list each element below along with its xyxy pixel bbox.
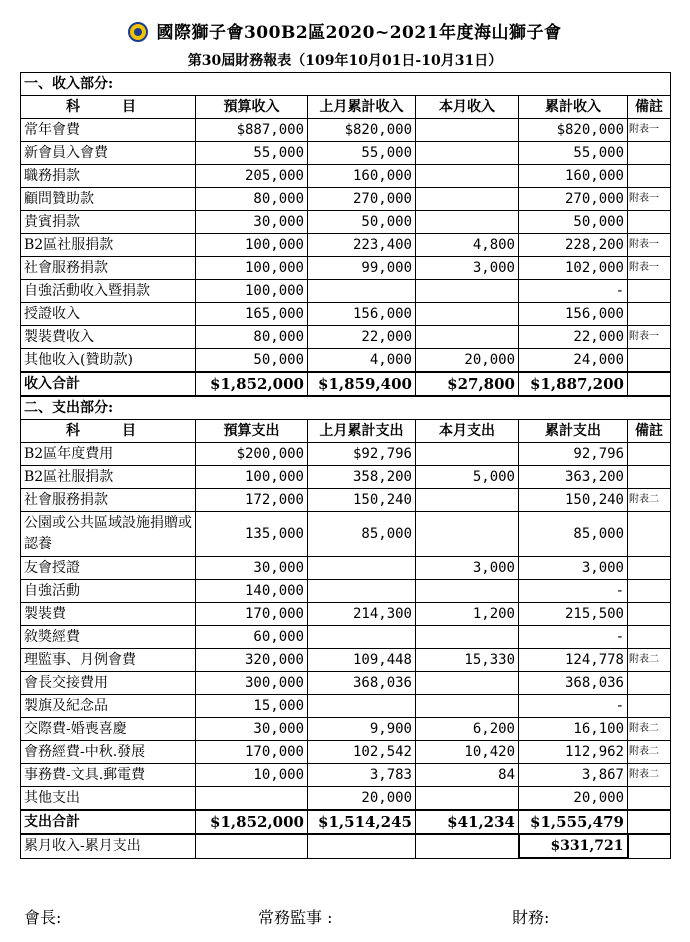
row-item: 會務經費-中秋.發展 [21,741,196,764]
row-note [628,349,671,373]
column-header: 累計支出 [519,420,628,443]
expense-row [21,557,671,580]
expense-row [21,489,671,512]
row-current-month: 84 [416,764,519,787]
row-cumulative: - [519,280,628,303]
row-note: 附表一 [628,119,671,142]
column-header: 上月累計支出 [308,420,416,443]
row-note: 附表一 [628,257,671,280]
row-note: 附表二 [628,741,671,764]
row-item: 自強活動 [21,580,196,603]
column-header: 科 目 [21,96,196,119]
row-prev-cumulative [308,280,416,303]
income-row [21,188,671,211]
row-budget: 320,000 [196,649,308,672]
section-label: 二、支出部分: [21,396,671,420]
row-note: 附表二 [628,649,671,672]
balance-empty-cell [628,834,671,858]
expense-total-row [21,810,671,834]
row-prev-cumulative: 109,448 [308,649,416,672]
row-cumulative: 3,000 [519,557,628,580]
signature-finance: 財務: [512,908,550,927]
row-item: 製旗及紀念品 [21,695,196,718]
row-item: 事務費-文具.郵電費 [21,764,196,787]
row-prev-cumulative: 102,542 [308,741,416,764]
expense-row [21,718,671,741]
row-cumulative: 50,000 [519,211,628,234]
row-current-month [416,188,519,211]
row-budget [196,787,308,811]
signature-supervisor: 常務監事 : [258,908,333,927]
balance-empty-cell [416,834,519,858]
row-item: 收入合計 [21,372,196,396]
row-prev-cumulative: 160,000 [308,165,416,188]
row-current-month [416,672,519,695]
balance-row [21,834,671,858]
row-current-month [416,165,519,188]
row-budget: 300,000 [196,672,308,695]
row-current-month: 6,200 [416,718,519,741]
row-budget: 172,000 [196,489,308,512]
column-header: 本月收入 [416,96,519,119]
row-item: 支出合計 [21,810,196,834]
expense-row [21,512,671,557]
balance-empty-cell [196,834,308,858]
row-cumulative: $1,555,479 [519,810,628,834]
row-item: 貴賓捐款 [21,211,196,234]
lions-logo-icon [128,22,148,42]
row-cumulative: 20,000 [519,787,628,811]
row-prev-cumulative: 150,240 [308,489,416,512]
row-cumulative: 55,000 [519,142,628,165]
expense-row [21,580,671,603]
row-note [628,466,671,489]
row-budget: 205,000 [196,165,308,188]
report-subtitle: 第30屆財務報表（109年10月01日-10月31日） [187,53,503,69]
row-note [628,672,671,695]
row-prev-cumulative: $1,514,245 [308,810,416,834]
column-header: 備註 [628,96,671,119]
row-note [628,165,671,188]
row-budget: 170,000 [196,741,308,764]
income-row [21,211,671,234]
signature-president: 會長: [24,908,62,927]
column-header: 上月累計收入 [308,96,416,119]
row-current-month [416,489,519,512]
row-current-month [416,580,519,603]
row-budget: 80,000 [196,326,308,349]
row-current-month: 4,800 [416,234,519,257]
row-note [628,580,671,603]
row-cumulative: 160,000 [519,165,628,188]
row-cumulative: - [519,580,628,603]
column-header: 本月支出 [416,420,519,443]
report-title [0,18,690,43]
row-prev-cumulative: 156,000 [308,303,416,326]
row-note: 附表一 [628,234,671,257]
column-header-row [21,96,671,119]
income-row [21,280,671,303]
row-prev-cumulative: 99,000 [308,257,416,280]
row-item: 社會服務捐款 [21,257,196,280]
row-note [628,142,671,165]
row-item: 新會員入會費 [21,142,196,165]
row-item: 常年會費 [21,119,196,142]
row-current-month: 15,330 [416,649,519,672]
row-budget: $200,000 [196,443,308,466]
row-note: 附表二 [628,489,671,512]
row-note [628,787,671,811]
row-current-month: 3,000 [416,557,519,580]
row-note [628,512,671,557]
row-budget: 100,000 [196,234,308,257]
income-row [21,303,671,326]
row-budget: 135,000 [196,512,308,557]
section-row [21,396,671,420]
row-prev-cumulative [308,695,416,718]
row-item: 理監事、月例會費 [21,649,196,672]
row-cumulative: 3,867 [519,764,628,787]
row-prev-cumulative: 22,000 [308,326,416,349]
row-current-month: 5,000 [416,466,519,489]
row-budget: 80,000 [196,188,308,211]
column-header: 備註 [628,420,671,443]
row-cumulative: 228,200 [519,234,628,257]
expense-row [21,649,671,672]
column-header: 累計收入 [519,96,628,119]
row-cumulative: 92,796 [519,443,628,466]
row-item: 友會授證 [21,557,196,580]
row-prev-cumulative: $92,796 [308,443,416,466]
row-prev-cumulative: 4,000 [308,349,416,373]
row-note: 附表一 [628,188,671,211]
row-current-month [416,695,519,718]
income-total-row [21,372,671,396]
row-current-month [416,142,519,165]
row-prev-cumulative: 3,783 [308,764,416,787]
row-current-month [416,626,519,649]
expense-row [21,626,671,649]
row-note: 附表二 [628,718,671,741]
column-header: 科 目 [21,420,196,443]
row-budget: 15,000 [196,695,308,718]
row-cumulative: 85,000 [519,512,628,557]
row-current-month [416,512,519,557]
balance-value: $331,721 [519,834,628,858]
row-prev-cumulative: 358,200 [308,466,416,489]
column-header-row [21,420,671,443]
row-budget: 140,000 [196,580,308,603]
row-item: 會長交接費用 [21,672,196,695]
row-budget: 30,000 [196,718,308,741]
expense-row [21,764,671,787]
row-current-month: 3,000 [416,257,519,280]
row-budget: 170,000 [196,603,308,626]
row-item: 授證收入 [21,303,196,326]
row-item: 其他收入(贊助款) [21,349,196,373]
row-cumulative: - [519,695,628,718]
income-row [21,326,671,349]
income-row [21,257,671,280]
row-prev-cumulative: $820,000 [308,119,416,142]
row-budget: 100,000 [196,280,308,303]
income-row [21,142,671,165]
row-prev-cumulative: 368,036 [308,672,416,695]
row-item: 其他支出 [21,787,196,811]
row-budget: 10,000 [196,764,308,787]
expense-row [21,603,671,626]
row-cumulative: 22,000 [519,326,628,349]
row-note [628,695,671,718]
row-cumulative: 16,100 [519,718,628,741]
row-item: 敘獎經費 [21,626,196,649]
row-budget: 30,000 [196,557,308,580]
row-note: 附表二 [628,764,671,787]
row-current-month: 10,420 [416,741,519,764]
row-cumulative: 215,500 [519,603,628,626]
row-item: B2區社服捐款 [21,234,196,257]
row-cumulative: 156,000 [519,303,628,326]
income-row [21,119,671,142]
row-prev-cumulative: 85,000 [308,512,416,557]
row-note [628,603,671,626]
row-item: 製裝費收入 [21,326,196,349]
expense-row [21,695,671,718]
row-prev-cumulative [308,580,416,603]
row-budget: 55,000 [196,142,308,165]
row-prev-cumulative: 20,000 [308,787,416,811]
row-cumulative: 24,000 [519,349,628,373]
row-prev-cumulative: 50,000 [308,211,416,234]
row-item: B2區年度費用 [21,443,196,466]
row-cumulative: 363,200 [519,466,628,489]
row-prev-cumulative: 270,000 [308,188,416,211]
row-item: 公園或公共區域設施捐贈或認養 [21,512,196,557]
row-budget: 100,000 [196,466,308,489]
row-cumulative: 368,036 [519,672,628,695]
row-item: 顧問贊助款 [21,188,196,211]
row-budget: 50,000 [196,349,308,373]
section-label: 一、收入部分: [21,73,671,96]
row-cumulative: 124,778 [519,649,628,672]
row-cumulative: - [519,626,628,649]
row-budget: 100,000 [196,257,308,280]
row-current-month [416,211,519,234]
row-cumulative: 270,000 [519,188,628,211]
row-prev-cumulative [308,557,416,580]
row-cumulative: 112,962 [519,741,628,764]
row-item: 職務捐款 [21,165,196,188]
row-budget: $887,000 [196,119,308,142]
row-cumulative: 150,240 [519,489,628,512]
column-header: 預算支出 [196,420,308,443]
row-prev-cumulative: $1,859,400 [308,372,416,396]
row-current-month: 20,000 [416,349,519,373]
income-row [21,234,671,257]
row-note [628,557,671,580]
row-budget: $1,852,000 [196,372,308,396]
row-current-month [416,280,519,303]
row-note [628,810,671,834]
row-current-month: $27,800 [416,372,519,396]
expense-row [21,787,671,811]
expense-row [21,443,671,466]
section-row [21,73,671,96]
row-note [628,443,671,466]
row-current-month [416,787,519,811]
row-cumulative: $1,887,200 [519,372,628,396]
row-note: 附表一 [628,326,671,349]
column-header: 預算收入 [196,96,308,119]
row-prev-cumulative [308,626,416,649]
row-cumulative: $820,000 [519,119,628,142]
row-note [628,372,671,396]
row-current-month [416,119,519,142]
row-budget: 165,000 [196,303,308,326]
expense-row [21,466,671,489]
expense-row [21,741,671,764]
row-budget: $1,852,000 [196,810,308,834]
expense-row [21,672,671,695]
financial-table [20,72,671,859]
row-current-month [416,443,519,466]
balance-label: 累月收入-累月支出 [21,834,196,858]
row-note [628,280,671,303]
report-title-text: 國際獅子會300B2區2020~2021年度海山獅子會 [156,23,562,43]
row-current-month: $41,234 [416,810,519,834]
row-note [628,626,671,649]
row-item: B2區社服捐款 [21,466,196,489]
income-row [21,165,671,188]
row-note [628,211,671,234]
row-prev-cumulative: 9,900 [308,718,416,741]
row-cumulative: 102,000 [519,257,628,280]
income-row [21,349,671,373]
row-item: 社會服務捐款 [21,489,196,512]
row-prev-cumulative: 214,300 [308,603,416,626]
row-current-month: 1,200 [416,603,519,626]
row-item: 製裝費 [21,603,196,626]
row-budget: 60,000 [196,626,308,649]
row-current-month [416,326,519,349]
row-item: 交際費-婚喪喜慶 [21,718,196,741]
row-note [628,303,671,326]
row-prev-cumulative: 223,400 [308,234,416,257]
row-prev-cumulative: 55,000 [308,142,416,165]
row-budget: 30,000 [196,211,308,234]
row-current-month [416,303,519,326]
row-item: 自強活動收入暨捐款 [21,280,196,303]
balance-empty-cell [308,834,416,858]
